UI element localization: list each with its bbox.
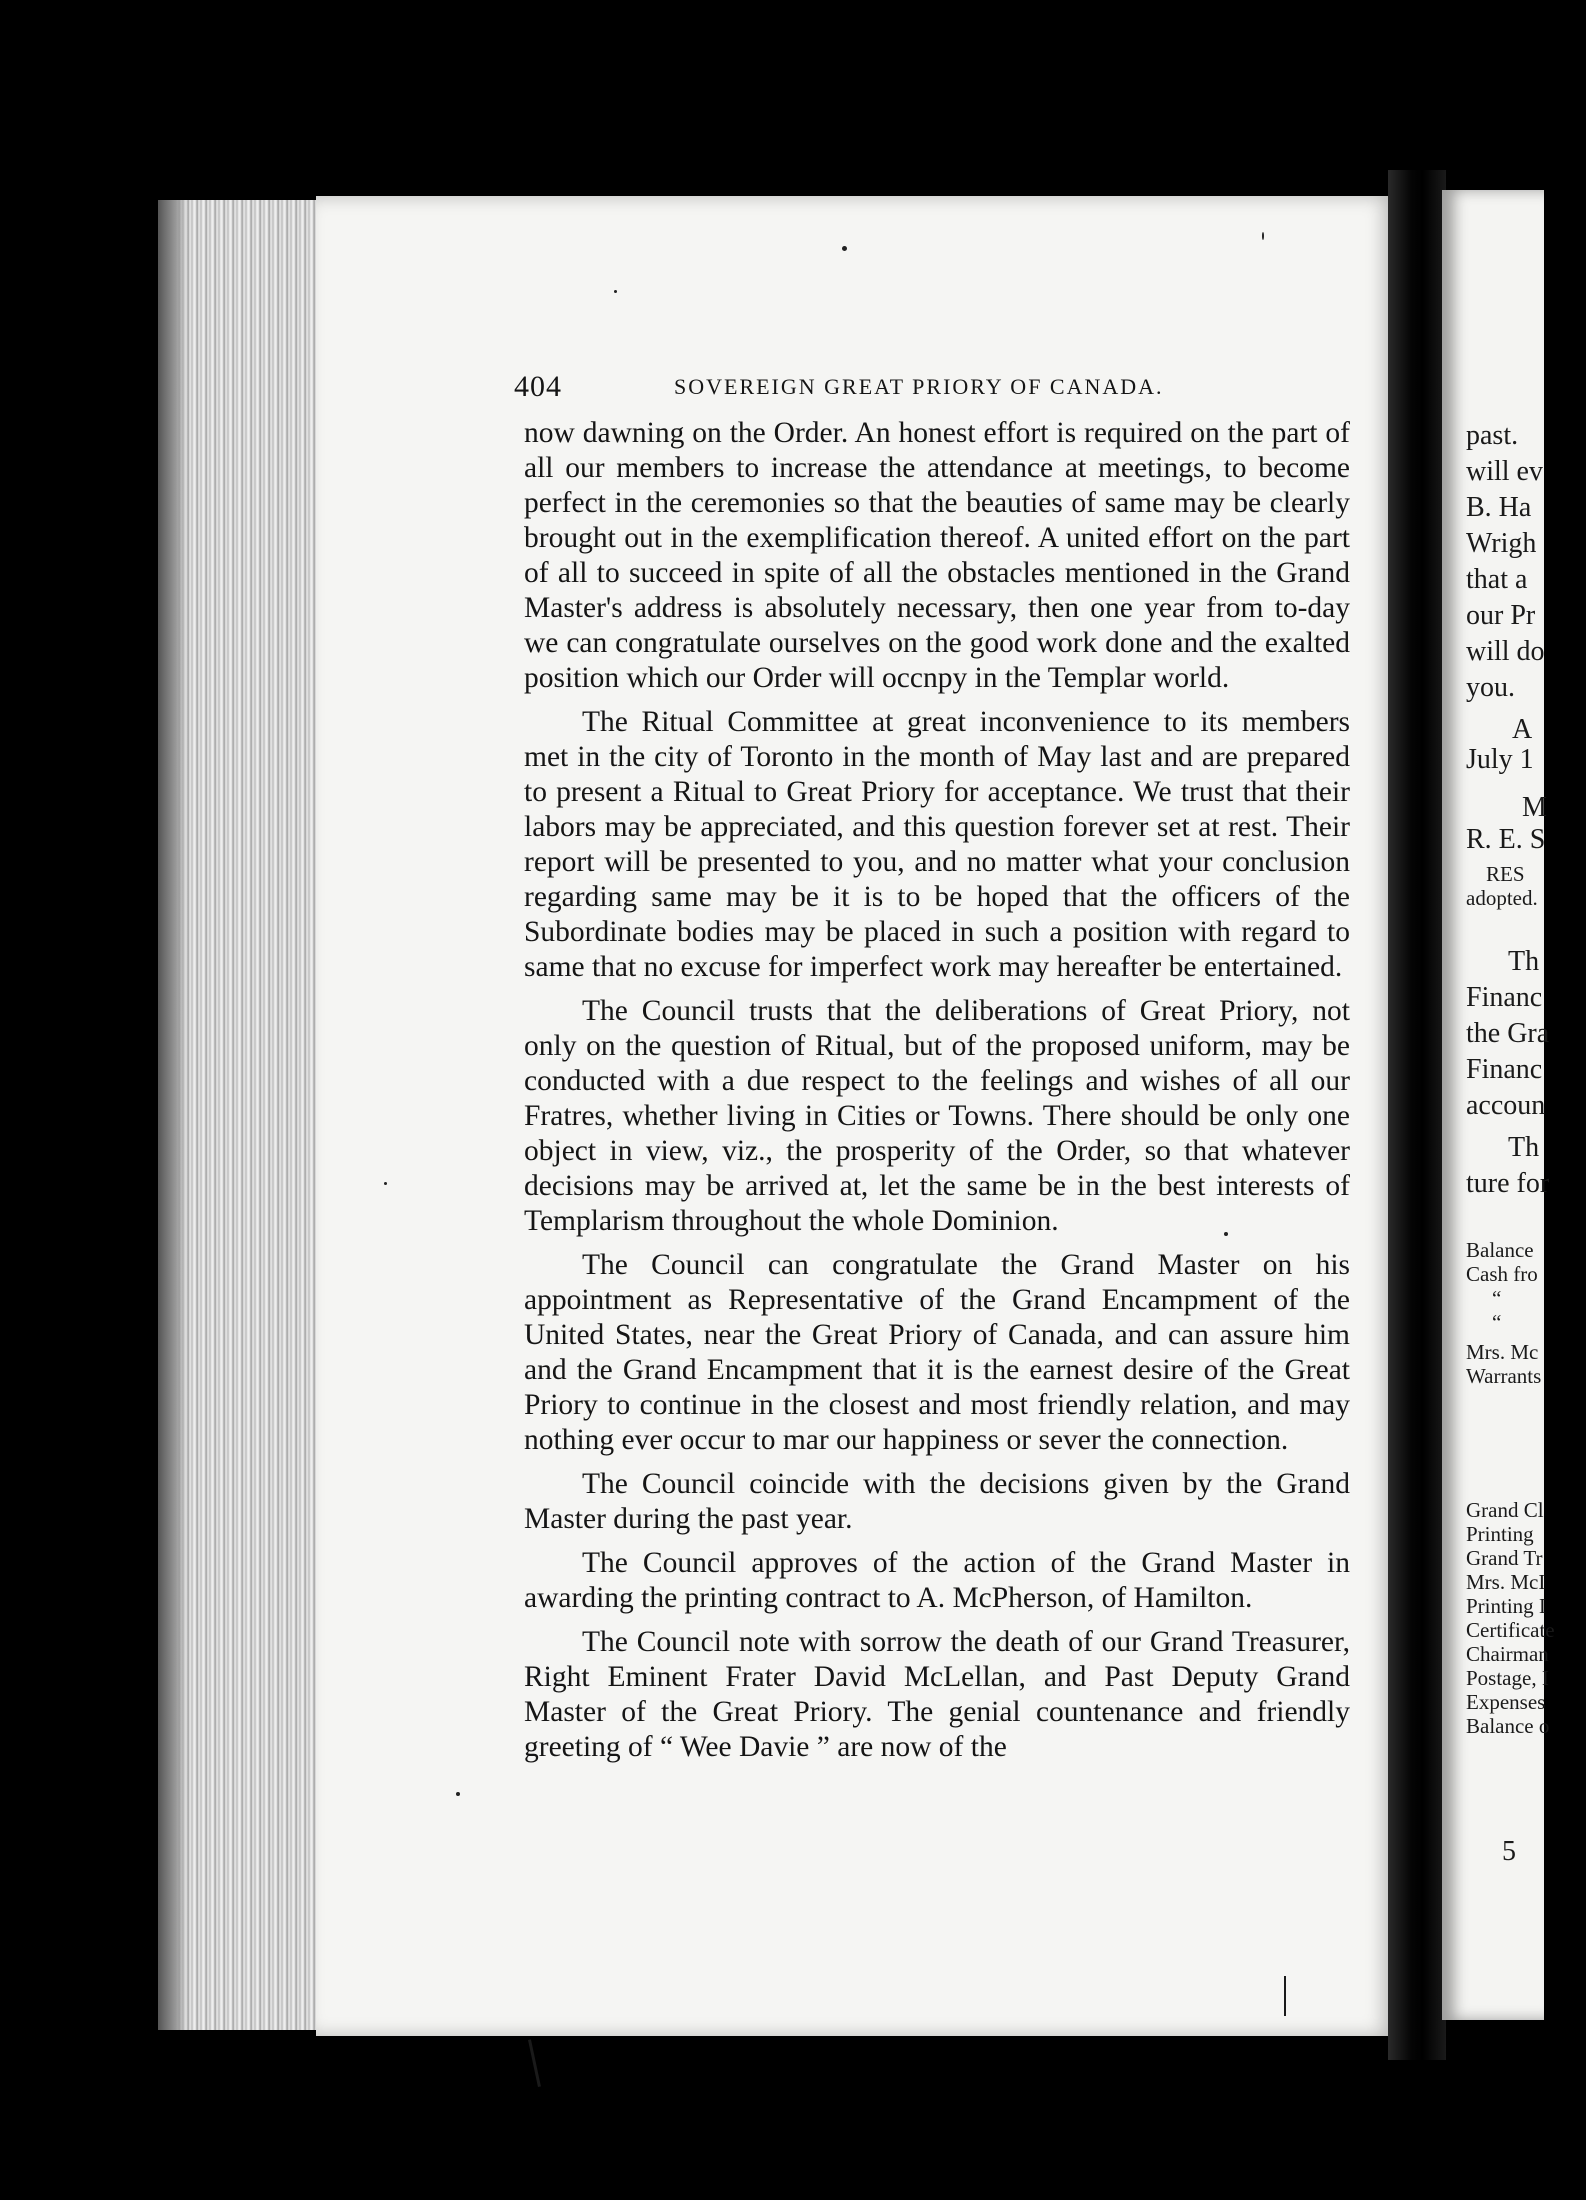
facing-line: Mrs. Mc bbox=[1466, 1340, 1539, 1364]
facing-line: Warrants bbox=[1466, 1364, 1542, 1388]
paragraph: The Council can congratulate the Grand Master on his appointment as Representative of the Grand Encampment of the United States, near the Great Priory of Canada, and can assure him and the Grand Encampment that it is the earnest desire of the Great Priory to continue in the closest and most friendly relation, and may nothing ever occur to mar our happiness or sever the connection. bbox=[524, 1249, 1350, 1456]
facing-line: Financ bbox=[1466, 982, 1543, 1013]
scan-stray-mark bbox=[1284, 1976, 1286, 2016]
facing-line: accoun bbox=[1466, 1090, 1546, 1121]
facing-line: R. E. S bbox=[1466, 824, 1546, 855]
facing-line: Th bbox=[1508, 1132, 1540, 1163]
facing-line: Postage, I bbox=[1466, 1666, 1549, 1690]
book-gutter bbox=[1388, 170, 1446, 2060]
paragraph: The Council note with sorrow the death of our Grand Treasurer, Right Eminent Frater David McLellan, and Past Deputy Grand Master of the Great Priory. The genial countenance and friendly greeting of “ Wee Davie ” are now of the bbox=[524, 1626, 1350, 1763]
page-number: 404 bbox=[514, 370, 562, 403]
scan-speck bbox=[384, 1182, 387, 1185]
facing-line: will do bbox=[1466, 636, 1545, 667]
facing-line: Wrigh bbox=[1466, 528, 1537, 559]
scan-speck bbox=[1224, 1232, 1228, 1236]
paragraph: now dawning on the Order. An honest effort is required on the part of all our members to increase the attendance at meetings, to become perfect in the ceremonies so that the beauties of same may be clearly brought out in the exemplification thereof. A united effort on the part of all to succeed in spite of all the obstacles mentioned in the Grand Master's address is absolutely necessary, then one year from to-day we can congratulate ourselves on the good work done and the exalted position which our Order will occnpy in the Templar world. bbox=[524, 417, 1350, 694]
scan-speck bbox=[1262, 232, 1264, 240]
facing-line: Cash fro bbox=[1466, 1262, 1538, 1286]
facing-line: A bbox=[1512, 714, 1533, 745]
facing-line: Grand Tr bbox=[1466, 1546, 1543, 1570]
facing-line: Printing I bbox=[1466, 1594, 1546, 1618]
facing-line: will ev bbox=[1466, 456, 1543, 487]
facing-line: you. bbox=[1466, 672, 1515, 703]
facing-line: Printing bbox=[1466, 1522, 1534, 1546]
scan-speck bbox=[456, 1792, 460, 1796]
facing-line: our Pr bbox=[1466, 600, 1536, 631]
facing-line: Balance bbox=[1466, 1238, 1534, 1262]
scan-speck bbox=[614, 290, 617, 293]
facing-line: Certificate bbox=[1466, 1618, 1555, 1642]
facing-line: Mrs. McI bbox=[1466, 1570, 1546, 1594]
facing-line: Th bbox=[1508, 946, 1540, 977]
facing-line: Grand Cl bbox=[1466, 1498, 1544, 1522]
scan-stray-mark bbox=[528, 2039, 541, 2087]
facing-line: “ bbox=[1492, 1286, 1502, 1310]
facing-line: 5 bbox=[1502, 1836, 1516, 1867]
page-edge-shadow bbox=[158, 200, 188, 2030]
facing-line: Financ bbox=[1466, 1054, 1543, 1085]
paragraph: The Ritual Committee at great inconvenience to its members met in the city of Toronto in the month of May last and are prepared to present a Ritual to Great Priory for acceptance. We trust that their labors may be appreciated, and this question forever set at rest. Their report will be presented to you, and no matter what your conclusion regarding same may be it is to be hoped that the officers of the Subordinate bodies may be placed in such a position with regard to same that no excuse for imperfect work may hereafter be entertained. bbox=[524, 706, 1350, 983]
running-head-title: SOVEREIGN GREAT PRIORY OF CANADA. bbox=[674, 374, 1164, 399]
scan-speck bbox=[842, 246, 847, 251]
facing-line: adopted. bbox=[1466, 886, 1538, 910]
facing-line: Balance o bbox=[1466, 1714, 1550, 1738]
paragraph: The Council coincide with the decisions given by the Grand Master during the past year. bbox=[524, 1468, 1350, 1535]
paragraph: The Council trusts that the deliberations of Great Priory, not only on the question of Ritual, but of the proposed uniform, may be conducted with a due respect to the feelings and wishes of all our Fratres, whether living in Cities or Towns. There should be only one object in view, viz., the prosperity of the Order, so that whatever decisions may be arrived at, let the same be in the best interests of Templarism throughout the whole Dominion. bbox=[524, 995, 1350, 1237]
facing-line: the Gra bbox=[1466, 1018, 1550, 1049]
facing-line: that a bbox=[1466, 564, 1528, 595]
facing-line: RES bbox=[1486, 862, 1525, 886]
facing-line: B. Ha bbox=[1466, 492, 1532, 523]
facing-line: ture for bbox=[1466, 1168, 1550, 1199]
facing-line: Expenses bbox=[1466, 1690, 1546, 1714]
facing-line: July 1 bbox=[1466, 744, 1534, 775]
facing-line: M bbox=[1522, 792, 1547, 823]
facing-line: past. bbox=[1466, 420, 1519, 451]
paragraph: The Council approves of the action of the Grand Master in awarding the printing contract to A. McPherson, of Hamilton. bbox=[524, 1547, 1350, 1614]
body-text bbox=[524, 416, 1350, 1774]
facing-line: “ bbox=[1492, 1310, 1502, 1334]
facing-line: Chairman bbox=[1466, 1642, 1549, 1666]
